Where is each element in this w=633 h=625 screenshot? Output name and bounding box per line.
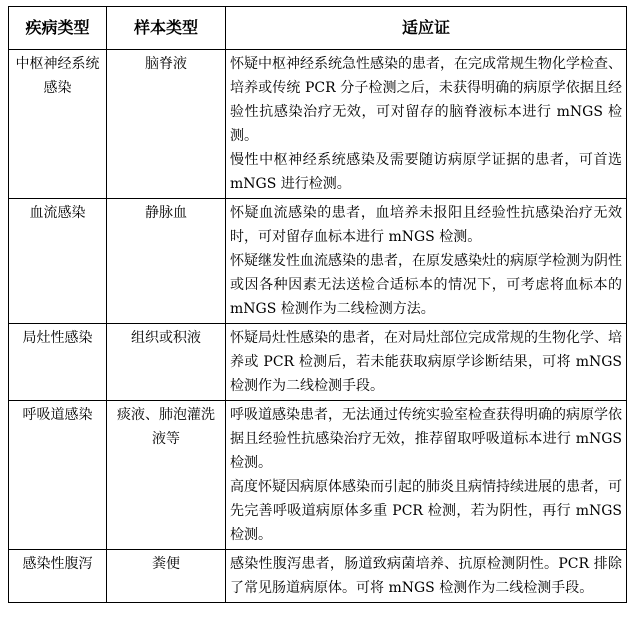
indication-cell	[226, 401, 627, 550]
header-specimen-type: 样本类型	[107, 7, 226, 50]
indication-paragraph: 慢性中枢神经系统感染及需要随访病原学证据的患者，可首选 mNGS 进行检测。	[230, 152, 622, 192]
specimen-cell: 组织或积液	[107, 324, 226, 401]
indication-paragraph: 怀疑局灶性感染的患者，在对局灶部位完成常规的生物化学、培养或 PCR 检测后，若未能获取病原学诊断结果，可将 mNGS 检测作为二线检测手段。	[230, 330, 622, 394]
indication-paragraph: 怀疑中枢神经系统急性感染的患者，在完成常规生物化学检查、培养或传统 PCR 分子检测之后，未获得明确的病原学依据且经验性抗感染治疗无效，可对留存的脑脊液标本进行 mNGS 检测。	[230, 56, 622, 144]
table-row	[9, 401, 627, 550]
header-disease-type: 疾病类型	[9, 7, 107, 50]
mngs-indications-table	[8, 6, 627, 603]
table-row	[9, 50, 627, 199]
table-header-row	[9, 7, 627, 50]
specimen-cell: 粪便	[107, 550, 226, 603]
indication-cell	[226, 324, 627, 401]
specimen-cell: 脑脊液	[107, 50, 226, 199]
disease-cell: 感染性腹泻	[9, 550, 107, 603]
table-row	[9, 550, 627, 603]
indication-cell	[226, 550, 627, 603]
header-indication: 适应证	[226, 7, 627, 50]
specimen-cell: 静脉血	[107, 199, 226, 324]
indication-paragraph: 感染性腹泻患者，肠道致病菌培养、抗原检测阴性。PCR 排除了常见肠道病原体。可将 mNGS 检测作为二线检测手段。	[230, 556, 622, 596]
indication-paragraph: 怀疑继发性血流感染的患者，在原发感染灶的病原学检测为阴性或因各种因素无法送检合适标本的情况下，可考虑将血标本的 mNGS 检测作为二线检测方法。	[230, 253, 622, 317]
table-row	[9, 199, 627, 324]
indication-paragraph: 高度怀疑因病原体感染而引起的肺炎且病情持续进展的患者，可先完善呼吸道病原体多重 PCR 检测，若为阴性，再行 mNGS 检测。	[230, 479, 622, 543]
table-row	[9, 324, 627, 401]
disease-cell: 呼吸道感染	[9, 401, 107, 550]
specimen-cell: 痰液、肺泡灌洗液等	[107, 401, 226, 550]
indication-paragraph: 怀疑血流感染的患者，血培养未报阳且经验性抗感染治疗无效时，可对留存血标本进行 mNGS 检测。	[230, 205, 622, 245]
indication-cell	[226, 199, 627, 324]
disease-cell: 血流感染	[9, 199, 107, 324]
indication-paragraph: 呼吸道感染患者，无法通过传统实验室检查获得明确的病原学依据且经验性抗感染治疗无效，推荐留取呼吸道标本进行 mNGS 检测。	[230, 407, 622, 471]
indication-cell	[226, 50, 627, 199]
disease-cell: 局灶性感染	[9, 324, 107, 401]
disease-cell: 中枢神经系统感染	[9, 50, 107, 199]
